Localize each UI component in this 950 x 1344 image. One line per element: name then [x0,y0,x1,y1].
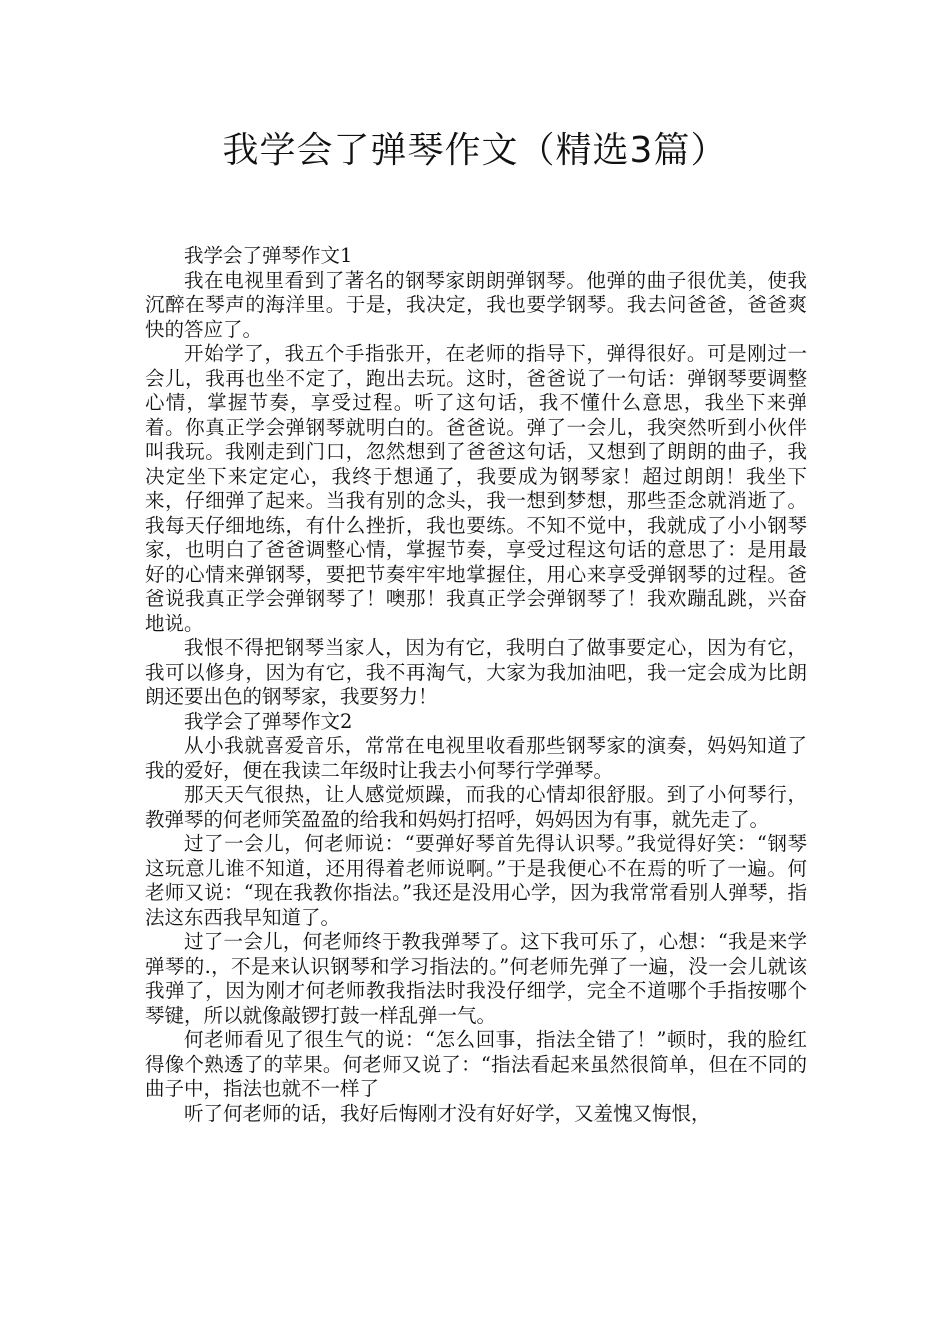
paragraph: 我在电视里看到了著名的钢琴家朗朗弹钢琴。他弹的曲子很优美，使我沉醉在琴声的海洋里。于是，我决定，我也要学钢琴。我去问爸爸，爸爸爽快的答应了。 [145,268,807,341]
section-heading-2: 我学会了弹琴作文2 [184,709,353,733]
paragraph: 开始学了，我五个手指张开，在老师的指导下，弹得很好。可是刚过一会儿，我再也坐不定了，跑出去玩。这时，爸爸说了一句话：弹钢琴要调整心情，掌握节奏，享受过程。听了这句话，我不懂什么意思，我坐下来弹着。你真正学会弹钢琴就明白的。爸爸说。弹了一会儿，我突然听到小伙伴叫我玩。我刚走到门口，忽然想到了爸爸这句话，又想到了朗朗的曲子，我决定坐下来定定心，我终于想通了，我要成为钢琴家！超过朗朗！我坐下来，仔细弹了起来。当我有别的念头，我一想到梦想，那些歪念就消逝了。我每天仔细地练，有什么挫折，我也要练。不知不觉中，我就成了小小钢琴家，也明白了爸爸调整心情，掌握节奏，享受过程这句话的意思了：是用最好的心情来弹钢琴，要把节奏牢牢地掌握住，用心来享受弹钢琴的过程。爸爸说我真正学会弹钢琴了！噢那！我真正学会弹钢琴了！我欢蹦乱跳，兴奋地说。 [145,342,807,635]
document-body [145,244,807,1126]
paragraph: 那天天气很热，让人感觉烦躁，而我的心情却很舒服。到了小何琴行，教弹琴的何老师笑盈盈的给我和妈妈打招呼，妈妈因为有事，就先走了。 [145,783,807,831]
document-title: 我学会了弹琴作文（精选3篇） [222,130,728,171]
paragraph: 听了何老师的话，我好后悔刚才没有好好学，又羞愧又悔恨， [184,1101,711,1125]
paragraph: 从小我就喜爱音乐，常常在电视里收看那些钢琴家的演奏，妈妈知道了我的爱好，便在我读二年级时让我去小何琴行学弹琴。 [145,734,807,782]
paragraph: 我恨不得把钢琴当家人，因为有它，我明白了做事要定心，因为有它，我可以修身，因为有它，我不再淘气，大家为我加油吧，我一定会成为比朗朗还要出色的钢琴家，我要努力！ [145,636,807,708]
paragraph: 过了一会儿，何老师说：“要弹好琴首先得认识琴。”我觉得好笑：“钢琴这玩意儿谁不知道，还用得着老师说啊。”于是我便心不在焉的听了一遍。何老师又说：“现在我教你指法。”我还是没用心学，因为我常常看别人弹琴，指法这东西我早知道了。 [145,832,807,929]
section-heading-1: 我学会了弹琴作文1 [184,244,353,267]
paragraph: 过了一会儿，何老师终于教我弹琴了。这下我可乐了，心想：“我是来学弹琴的.，不是来认识钢琴和学习指法的。”何老师先弹了一遍，没一会儿就该我弹了，因为刚才何老师教我指法时我没仔细学，完全不道哪个手指按哪个琴键，所以就像敲锣打鼓一样乱弹一气。 [145,930,807,1027]
paragraph: 何老师看见了很生气的说：“怎么回事，指法全错了！”顿时，我的脸红得像个熟透了的苹果。何老师又说了：“指法看起来虽然很简单，但在不同的曲子中，指法也就不一样了 [145,1028,807,1100]
